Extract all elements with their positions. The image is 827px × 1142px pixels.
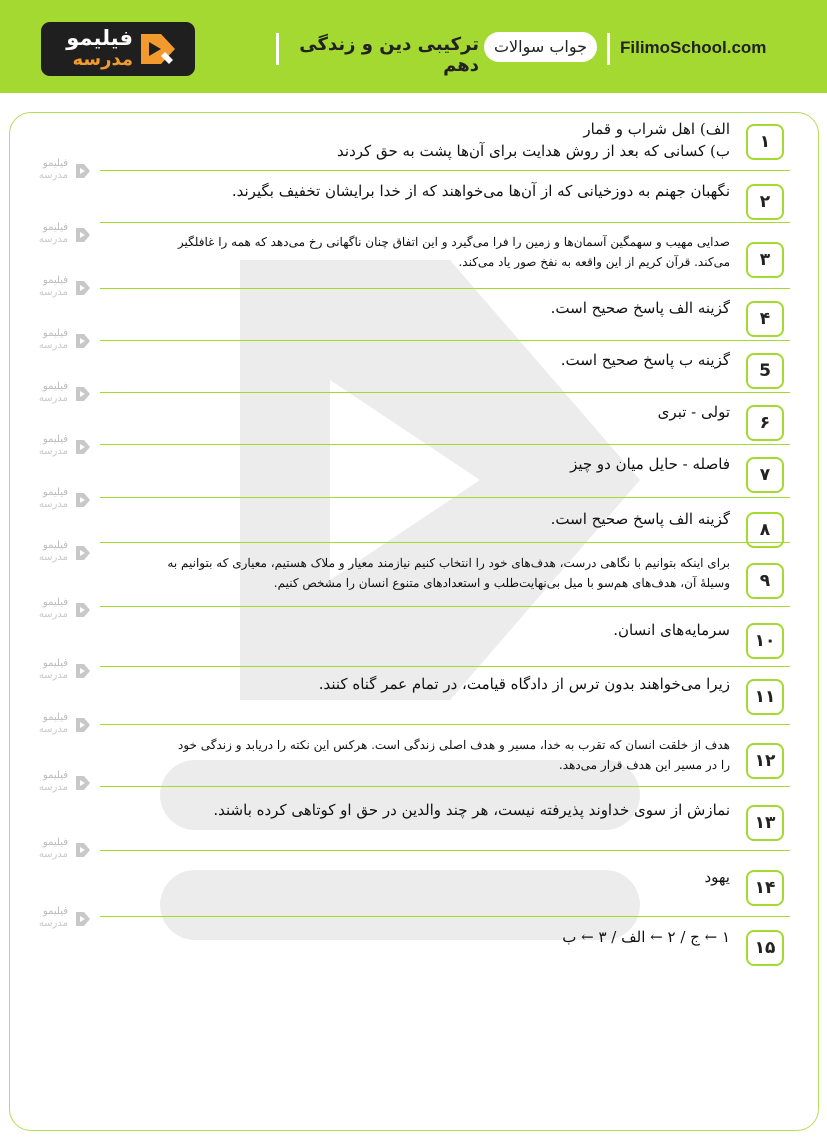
question-number-badge: ۲ — [746, 184, 784, 220]
margin-watermark — [26, 540, 94, 568]
question-number-badge: 5 — [746, 353, 784, 389]
answer-line: برای اینکه بتوانیم با نگاهی درست، هدف‌های خود را انتخاب کنیم نیازمند معیار و ملاک هستیم، معیاری که بتوانیم به — [167, 556, 730, 570]
margin-watermark — [26, 487, 94, 515]
watermark-line1: فیلیمو — [42, 381, 68, 392]
question-number-badge: ۱۱ — [746, 679, 784, 715]
question-number-badge: ۹ — [746, 563, 784, 599]
watermark-play-icon — [74, 226, 92, 244]
watermark-play-icon — [74, 662, 92, 680]
answer-line: گزینه الف پاسخ صحیح است. — [550, 299, 730, 317]
answer-line: الف) اهل شراب و قمار — [583, 120, 730, 138]
logo-line2: مدرسه — [72, 49, 133, 70]
watermark-play-icon — [74, 332, 92, 350]
watermark-line1: فیلیمو — [42, 837, 68, 848]
margin-watermark — [26, 837, 94, 865]
row-separator — [100, 392, 790, 393]
answer-text — [110, 619, 730, 641]
answer-row — [100, 232, 790, 288]
margin-watermark — [26, 597, 94, 625]
answer-row — [100, 180, 790, 218]
watermark-line2: مدرسه — [38, 552, 68, 563]
watermark-line1: فیلیمو — [42, 712, 68, 723]
row-separator — [100, 724, 790, 725]
answer-line: را در مسیر این هدف قرار می‌دهد. — [558, 758, 730, 772]
watermark-play-icon — [74, 716, 92, 734]
watermark-line2: مدرسه — [38, 170, 68, 181]
watermark-line1: فیلیمو — [42, 434, 68, 445]
logo-line1: فیلیمو — [66, 26, 133, 50]
question-number-badge: ۱۵ — [746, 930, 784, 966]
answer-line: زیرا می‌خواهند بدون ترس از دادگاه قیامت، در تمام عمر گناه کنند. — [318, 675, 730, 693]
answer-row — [100, 349, 790, 389]
answer-line: فاصله - حایل میان دو چیز — [570, 455, 730, 473]
margin-watermark — [26, 381, 94, 409]
watermark-line2: مدرسه — [38, 340, 68, 351]
answer-line: نمازش از سوی خداوند پذیرفته نیست، هر چند والدین در حق او کوتاهی کرده باشند. — [213, 801, 730, 819]
row-separator — [100, 666, 790, 667]
margin-watermark — [26, 770, 94, 798]
answer-line: یهود — [704, 868, 730, 886]
question-number-badge: ۱۳ — [746, 805, 784, 841]
margin-watermark — [26, 222, 94, 250]
page-subtitle: ترکیبی دین و زندگی دهم — [299, 34, 479, 76]
answer-text — [110, 866, 730, 888]
header-divider-right — [607, 33, 610, 65]
answer-line: تولی - تبری — [657, 403, 730, 421]
row-separator — [100, 606, 790, 607]
watermark-line2: مدرسه — [38, 782, 68, 793]
answers-pill-label: جواب سوالات — [484, 32, 597, 62]
answer-row — [100, 619, 790, 659]
row-separator — [100, 170, 790, 171]
watermark-line1: فیلیمو — [42, 770, 68, 781]
row-separator — [100, 497, 790, 498]
watermark-line1: فیلیمو — [42, 222, 68, 233]
watermark-line1: فیلیمو — [42, 328, 68, 339]
answer-row — [100, 118, 790, 170]
answer-row — [100, 673, 790, 713]
answer-text — [110, 926, 730, 948]
answer-line: نگهبان جهنم به دوزخیانی که از آن‌ها می‌خواهند که از خدا برایشان تخفیف بگیرند. — [231, 182, 730, 200]
row-separator — [100, 222, 790, 223]
question-number-badge: ۶ — [746, 405, 784, 441]
answer-text — [110, 349, 730, 371]
row-separator — [100, 786, 790, 787]
answer-row — [100, 453, 790, 493]
watermark-play-icon — [74, 601, 92, 619]
watermark-line2: مدرسه — [38, 918, 68, 929]
answer-text — [110, 673, 730, 695]
answer-line: سرمایه‌های انسان. — [613, 621, 730, 639]
margin-watermark — [26, 328, 94, 356]
answer-text — [110, 735, 730, 775]
watermark-line2: مدرسه — [38, 393, 68, 404]
answer-line: هدف از خلقت انسان که تقرب به خدا، مسیر و هدف اصلی زندگی است. هرکس این نکته را دریابد و زندگی خود — [177, 738, 730, 752]
watermark-line2: مدرسه — [38, 287, 68, 298]
filimo-school-logo[interactable] — [41, 22, 195, 76]
watermark-line1: فیلیمو — [42, 275, 68, 286]
answer-row — [100, 553, 790, 607]
watermark-line1: فیلیمو — [42, 487, 68, 498]
answer-row — [100, 926, 790, 966]
row-separator — [100, 288, 790, 289]
answer-line: گزینه ب پاسخ صحیح است. — [560, 351, 730, 369]
watermark-play-icon — [74, 774, 92, 792]
question-number-badge: ۱ — [746, 124, 784, 160]
question-number-badge: ۱۴ — [746, 870, 784, 906]
question-number-badge: ۱۰ — [746, 623, 784, 659]
watermark-play-icon — [74, 910, 92, 928]
watermark-line1: فیلیمو — [42, 906, 68, 917]
watermark-line1: فیلیمو — [42, 540, 68, 551]
margin-watermark — [26, 658, 94, 686]
answer-text — [110, 799, 730, 821]
watermark-play-icon — [74, 544, 92, 562]
answer-row — [100, 799, 790, 849]
question-number-badge: ۱۲ — [746, 743, 784, 779]
watermark-play-icon — [74, 491, 92, 509]
margin-watermark — [26, 275, 94, 303]
watermark-play-icon — [74, 279, 92, 297]
watermark-line2: مدرسه — [38, 849, 68, 860]
answer-text — [110, 297, 730, 319]
row-separator — [100, 340, 790, 341]
header-bar — [0, 0, 827, 93]
margin-watermark — [26, 712, 94, 740]
answer-text — [110, 180, 730, 202]
answer-line: صدایی مهیب و سهمگین آسمان‌ها و زمین را فرا می‌گیرد و این اتفاق چنان ناگهانی رخ می‌دهد که همه را غافلگیر — [177, 235, 730, 249]
answer-row — [100, 866, 790, 906]
answer-text — [110, 401, 730, 423]
watermark-line2: مدرسه — [38, 499, 68, 510]
answer-text — [110, 118, 730, 162]
question-number-badge: ۸ — [746, 512, 784, 548]
watermark-line1: فیلیمو — [42, 597, 68, 608]
row-separator — [100, 444, 790, 445]
watermark-play-icon — [74, 162, 92, 180]
row-separator — [100, 916, 790, 917]
margin-watermark — [26, 158, 94, 186]
margin-watermark — [26, 906, 94, 934]
row-separator — [100, 542, 790, 543]
answer-text — [110, 553, 730, 593]
question-number-badge: ۷ — [746, 457, 784, 493]
watermark-line2: مدرسه — [38, 609, 68, 620]
question-number-badge: ۴ — [746, 301, 784, 337]
watermark-line2: مدرسه — [38, 670, 68, 681]
answer-line: ب) کسانی که بعد از روش هدایت برای آن‌ها پشت به حق کردند — [337, 142, 730, 160]
answer-text — [110, 508, 730, 530]
watermark-line2: مدرسه — [38, 234, 68, 245]
margin-watermark — [26, 434, 94, 462]
answer-row — [100, 401, 790, 441]
answer-row — [100, 297, 790, 337]
answer-text — [110, 232, 730, 272]
row-separator — [100, 850, 790, 851]
watermark-line2: مدرسه — [38, 724, 68, 735]
watermark-line1: فیلیمو — [42, 158, 68, 169]
header-divider-left — [276, 33, 279, 65]
site-name[interactable]: FilimoSchool.com — [620, 38, 767, 57]
watermark-play-icon — [74, 841, 92, 859]
watermark-line2: مدرسه — [38, 446, 68, 457]
watermark-play-icon — [74, 438, 92, 456]
answer-text — [110, 453, 730, 475]
answer-row — [100, 508, 790, 544]
watermark-play-icon — [74, 385, 92, 403]
answer-row — [100, 735, 790, 787]
question-number-badge: ۳ — [746, 242, 784, 278]
filimo-play-icon — [137, 30, 179, 68]
answer-line: گزینه الف پاسخ صحیح است. — [550, 510, 730, 528]
answer-line: ۱ ← ج / ۲ ← الف / ۳ ← ب — [562, 928, 730, 946]
answer-line: می‌کند. قرآن کریم از این واقعه به نفخ صور یاد می‌کند. — [458, 255, 730, 269]
answer-line: وسیلهٔ آن، هدف‌های هم‌سو با میل بی‌نهایت‌طلب و استعدادهای متنوع انسان را مشخص کنیم. — [273, 576, 730, 590]
watermark-line1: فیلیمو — [42, 658, 68, 669]
